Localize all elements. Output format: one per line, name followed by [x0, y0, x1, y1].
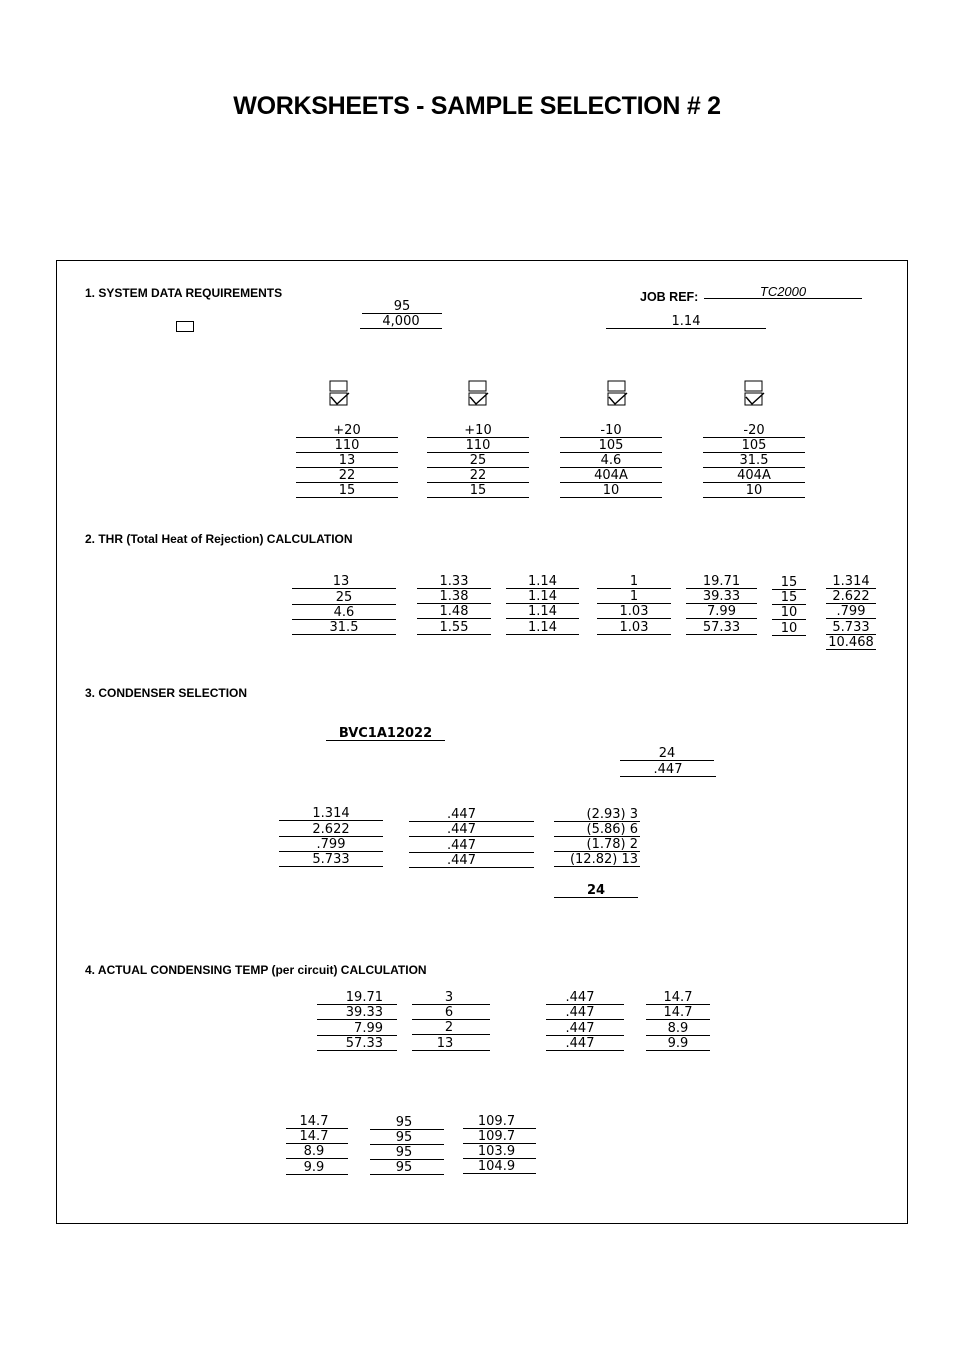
value-field: 404A — [703, 468, 805, 483]
value-field: 13 — [292, 574, 390, 589]
section-4-heading: 4. ACTUAL CONDENSING TEMP (per circuit) CALCULATION — [85, 963, 427, 977]
page-title: WORKSHEETS - SAMPLE SELECTION # 2 — [233, 92, 721, 120]
value-field: 95 — [370, 1145, 444, 1160]
value-field: 2.622 — [826, 589, 876, 604]
job-ref-label: JOB REF: — [640, 290, 699, 304]
value-field: .447 — [546, 1036, 624, 1051]
value-field: 404A — [560, 468, 662, 483]
value-field: 9.9 — [286, 1160, 348, 1175]
value-field: 10 — [560, 483, 662, 498]
value-field: 31.5 — [292, 620, 396, 635]
value-field: 31.5 — [703, 453, 805, 468]
value-field: .799 — [279, 837, 383, 852]
value-field: 57.33 — [317, 1036, 397, 1051]
value-field: 1.314 — [279, 806, 383, 821]
section-2-heading: 2. THR (Total Heat of Rejection) CALCULATION — [85, 532, 353, 546]
value-field: .447 — [409, 853, 534, 868]
value-field: 22 — [296, 468, 398, 483]
value-field: 57.33 — [686, 620, 757, 635]
value-field: 39.33 — [317, 1005, 397, 1020]
value-field: 1.14 — [506, 589, 579, 604]
value-field: 95 — [370, 1115, 444, 1130]
value-field: .447 — [409, 838, 534, 853]
value-field: .447 — [409, 822, 534, 837]
value-field: 10 — [703, 483, 805, 498]
value-field: 5.733 — [826, 620, 876, 635]
value-field: 14.7 — [286, 1129, 348, 1144]
value-field: 4.6 — [560, 453, 662, 468]
value-field: 110 — [296, 438, 398, 453]
value-field: 14.7 — [646, 990, 710, 1005]
value-field: 22 — [427, 468, 529, 483]
value-field: 8.9 — [646, 1021, 710, 1036]
value-field: 7.99 — [317, 1021, 397, 1036]
value-field: -10 — [560, 423, 662, 438]
value-field: +10 — [427, 423, 529, 438]
value-field: 14.7 — [646, 1005, 710, 1020]
value-field: 7.99 — [686, 604, 757, 619]
section-3-heading: 3. CONDENSER SELECTION — [85, 686, 248, 700]
value-field: 9.9 — [646, 1036, 710, 1051]
value-field: 10 — [772, 605, 806, 620]
value-field: 109.7 — [463, 1129, 536, 1144]
value-field: 103.9 — [463, 1144, 536, 1159]
value-field: 13 — [412, 1036, 490, 1051]
value-field: 1.33 — [417, 574, 491, 589]
value-field: 1.03 — [597, 620, 671, 635]
checked-checkbox-icon[interactable] — [328, 380, 350, 410]
value-field: 2.622 — [279, 822, 383, 837]
value-field: .447 — [409, 807, 534, 822]
model-field[interactable]: BVC1A12022 — [326, 726, 445, 741]
value-field: 95 — [370, 1130, 444, 1145]
value-field: 15 — [296, 483, 398, 498]
value-field: .447 — [546, 990, 624, 1005]
value-field: 39.33 — [686, 589, 757, 604]
value-field: 2 — [412, 1020, 490, 1035]
value-field: 105 — [703, 438, 805, 453]
value-field: (1.78) 2 — [554, 837, 640, 852]
value-field: 1.14 — [606, 314, 766, 329]
value-field: .447 — [546, 1005, 624, 1020]
value-field: 104.9 — [463, 1159, 536, 1174]
value-field: (5.86) 6 — [554, 822, 640, 837]
value-field: 24 — [620, 746, 714, 761]
value-field: 105 — [560, 438, 662, 453]
section-1-heading: 1. SYSTEM DATA REQUIREMENTS — [85, 286, 283, 300]
value-field: 110 — [427, 438, 529, 453]
value-field: (12.82) 13 — [554, 852, 640, 867]
value-field: 25 — [427, 453, 529, 468]
value-field: 8.9 — [286, 1144, 348, 1159]
value-field: 25 — [292, 590, 396, 605]
value-field: 1 — [597, 589, 671, 604]
value-field: 5.733 — [279, 852, 383, 867]
value-field: .447 — [546, 1021, 624, 1036]
value-field: 10 — [772, 621, 806, 636]
checked-checkbox-icon[interactable] — [606, 380, 628, 410]
value-field: 1.48 — [417, 604, 491, 619]
value-field: 95 — [370, 1160, 444, 1175]
value-field: 109.7 — [463, 1114, 536, 1129]
value-field: 1.55 — [417, 620, 491, 635]
value-field: 1 — [597, 574, 671, 589]
value-field: (2.93) 3 — [554, 807, 640, 822]
value-field: 4,000 — [360, 314, 442, 329]
value-field: 13 — [296, 453, 398, 468]
value-field: 1.14 — [506, 574, 579, 589]
value-field: 1.38 — [417, 589, 491, 604]
value-field: 6 — [412, 1005, 490, 1020]
value-field: 19.71 — [686, 574, 757, 589]
value-field: 15 — [772, 590, 806, 605]
checked-checkbox-icon[interactable] — [743, 380, 765, 410]
value-field: +20 — [296, 423, 398, 438]
value-field: 1.03 — [597, 604, 671, 619]
value-field: 95 — [362, 299, 442, 314]
job-ref-value[interactable]: TC2000 — [704, 284, 862, 299]
value-field: 19.71 — [317, 990, 397, 1005]
value-field: 1.14 — [506, 620, 579, 635]
value-field: 15 — [427, 483, 529, 498]
value-field: 3 — [412, 990, 490, 1005]
value-field: -20 — [703, 423, 805, 438]
value-field: 15 — [772, 575, 806, 590]
value-field: .799 — [826, 604, 876, 619]
total-field: 10.468 — [826, 635, 876, 650]
total-field: 24 — [554, 883, 638, 898]
value-field: .447 — [620, 762, 716, 777]
value-field: 1.314 — [826, 574, 876, 589]
value-field: 14.7 — [286, 1114, 348, 1129]
value-field: 1.14 — [506, 604, 579, 619]
checkbox-empty[interactable] — [176, 321, 194, 332]
checked-checkbox-icon[interactable] — [467, 380, 489, 410]
value-field: 4.6 — [292, 605, 396, 620]
